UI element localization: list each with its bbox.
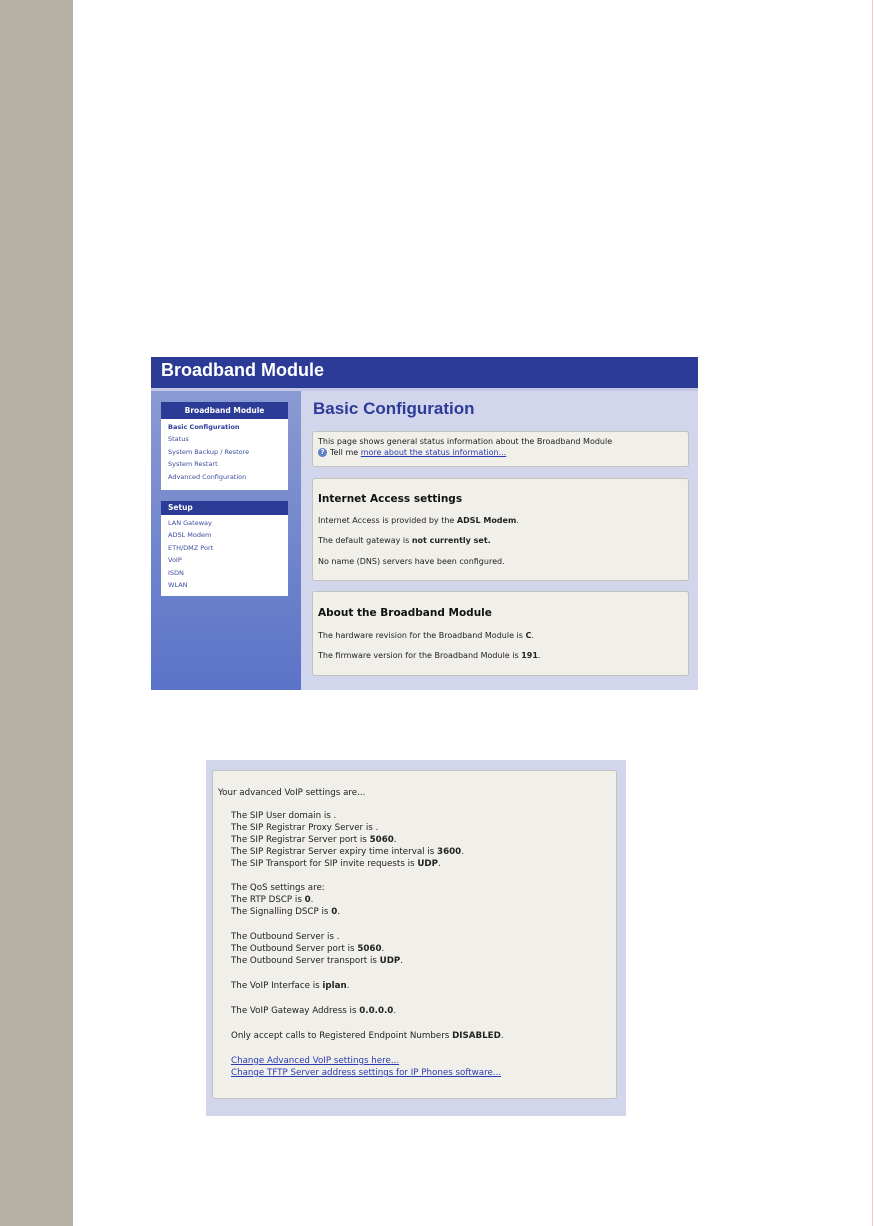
voip-settings-screenshot [206,760,626,1116]
tell-me-line [318,448,506,457]
app-title: Broadband Module [161,360,324,380]
setup-nav-box [161,501,288,596]
page-edge-line [872,0,873,1226]
app-header [151,357,698,391]
hardware-revision-line: The hardware revision for the Broadband Module is C. [318,631,534,640]
sip-expiry-line: The SIP Registrar Server expiry time interval is 3600. [231,847,464,857]
dns-servers-line: No name (DNS) servers have been configured. [318,557,505,566]
default-gateway-line: The default gateway is not currently set. [318,536,491,545]
tell-me-label: Tell me [330,448,359,457]
nav-item-adsl-modem[interactable]: ADSL Modem [168,531,212,540]
outbound-server-line: The Outbound Server is . [231,932,340,942]
nav-item-system-restart[interactable]: System Restart [168,460,218,469]
status-info-link[interactable]: more about the status information... [360,448,507,457]
outbound-port-line: The Outbound Server port is 5060. [231,944,385,954]
qos-heading: The QoS settings are: [231,883,325,893]
signalling-dscp-line: The Signalling DSCP is 0. [231,907,340,917]
voip-intro-text: Your advanced VoIP settings are... [218,788,366,798]
sip-transport-line: The SIP Transport for SIP invite requests is UDP. [231,859,441,869]
internet-access-panel [312,478,689,581]
sip-registrar-proxy-line: The SIP Registrar Proxy Server is . [231,823,379,833]
internet-provider-line: Internet Access is provided by the ADSL Modem. [318,516,519,525]
nav-item-advanced-configuration[interactable]: Advanced Configuration [168,472,247,481]
firmware-version-line: The firmware version for the Broadband Module is 191. [318,651,541,660]
broadband-module-screenshot [151,357,698,690]
outbound-transport-line: The Outbound Server transport is UDP. [231,956,404,966]
sip-registrar-port-line: The SIP Registrar Server port is 5060. [231,835,397,845]
help-icon: ? [318,448,327,457]
about-module-panel [312,591,689,676]
page-side-band [0,0,73,1226]
intro-panel [312,431,689,467]
left-navigation [151,391,301,690]
change-advanced-voip-link[interactable]: Change Advanced VoIP settings here... [231,1056,400,1066]
page-title: Basic Configuration [313,399,475,418]
nav-item-voip[interactable]: VoIP [168,556,182,565]
nav-item-eth-dmz-port[interactable]: ETH/DMZ Port [168,543,214,552]
module-nav-box [161,402,288,490]
setup-nav-heading: Setup [161,501,288,515]
nav-item-isdn[interactable]: ISDN [168,568,184,577]
nav-item-basic-configuration[interactable]: Basic Configuration [168,423,240,431]
change-tftp-server-link[interactable]: Change TFTP Server address settings for IP Phones software... [231,1068,502,1078]
intro-text: This page shows general status information about the Broadband Module [318,437,613,446]
voip-gateway-line: The VoIP Gateway Address is 0.0.0.0. [231,1006,397,1016]
voip-interface-line: The VoIP Interface is iplan. [231,981,350,991]
internet-access-heading: Internet Access settings [318,493,463,505]
nav-item-lan-gateway[interactable]: LAN Gateway [168,519,212,527]
module-nav-heading: Broadband Module [161,402,288,419]
accept-registered-line: Only accept calls to Registered Endpoint Numbers DISABLED. [231,1031,504,1041]
nav-item-system-backup-restore[interactable]: System Backup / Restore [168,447,250,456]
nav-item-status[interactable]: Status [168,435,189,444]
nav-item-wlan[interactable]: WLAN [168,580,188,589]
rtp-dscp-line: The RTP DSCP is 0. [231,895,314,905]
sip-user-domain-line: The SIP User domain is . [231,811,337,821]
about-module-heading: About the Broadband Module [318,607,492,619]
voip-settings-panel [212,770,617,1099]
